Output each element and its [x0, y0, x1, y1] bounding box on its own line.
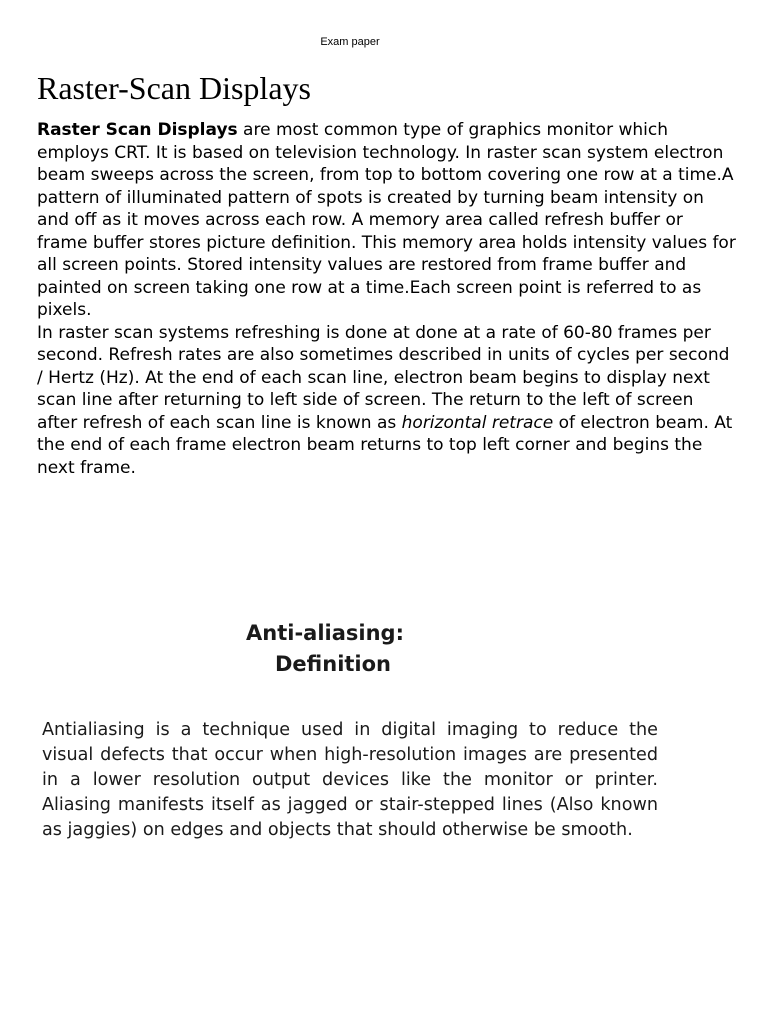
antialiasing-heading-line-1: Anti-aliasing: — [246, 621, 404, 645]
antialiasing-heading-line-2: Definition — [275, 652, 392, 676]
raster-scan-paragraph-2-text-start: In raster scan systems refreshing is done at done at a rate of 60-80 frames per second. Refresh rates are also sometimes described in units of cycles per second / Hertz (Hz). At the end of each scan line, electron beam begins to display next scan line after returning to left side of screen. The return to the left of screen after refresh of each scan line is known as — [37, 322, 730, 433]
horizontal-retrace-term: horizontal retrace — [401, 412, 554, 433]
antialiasing-heading — [246, 618, 404, 680]
raster-scan-section — [37, 119, 737, 479]
raster-scan-paragraph-1-text: are most common type of graphics monitor which employs CRT. It is based on television technology. In raster scan system electron beam sweeps across the screen, from top to bottom covering one row at a time.A pattern of illuminated pattern of spots is created by turning beam intensity on and off as it moves across each row. A memory area called refresh buffer or frame buffer stores picture definition. This memory area holds intensity values for all screen points. Stored intensity values are restored from frame buffer and painted on screen taking one row at a time.Each screen point is referred to as pixels. — [37, 120, 736, 320]
raster-scan-paragraph-2-text-end: of electron beam. At the end of each frame electron beam returns to top left corner and begins the next frame. — [37, 412, 733, 478]
raster-scan-paragraph-2 — [37, 322, 737, 480]
raster-scan-term: Raster Scan Displays — [37, 120, 238, 140]
page-header: Exam paper — [320, 36, 380, 48]
page-title: Raster-Scan Displays — [37, 70, 311, 106]
raster-scan-paragraph-1 — [37, 119, 737, 322]
antialiasing-definition: Antialiasing is a technique used in digital imaging to reduce the visual defects that occur when high-resolution images are presented in a lower resolution output devices like the monitor or printer. Aliasing manifests itself as jagged or stair-stepped lines (Also known as jaggies) on edges and objects that should otherwise be smooth. — [42, 720, 658, 840]
